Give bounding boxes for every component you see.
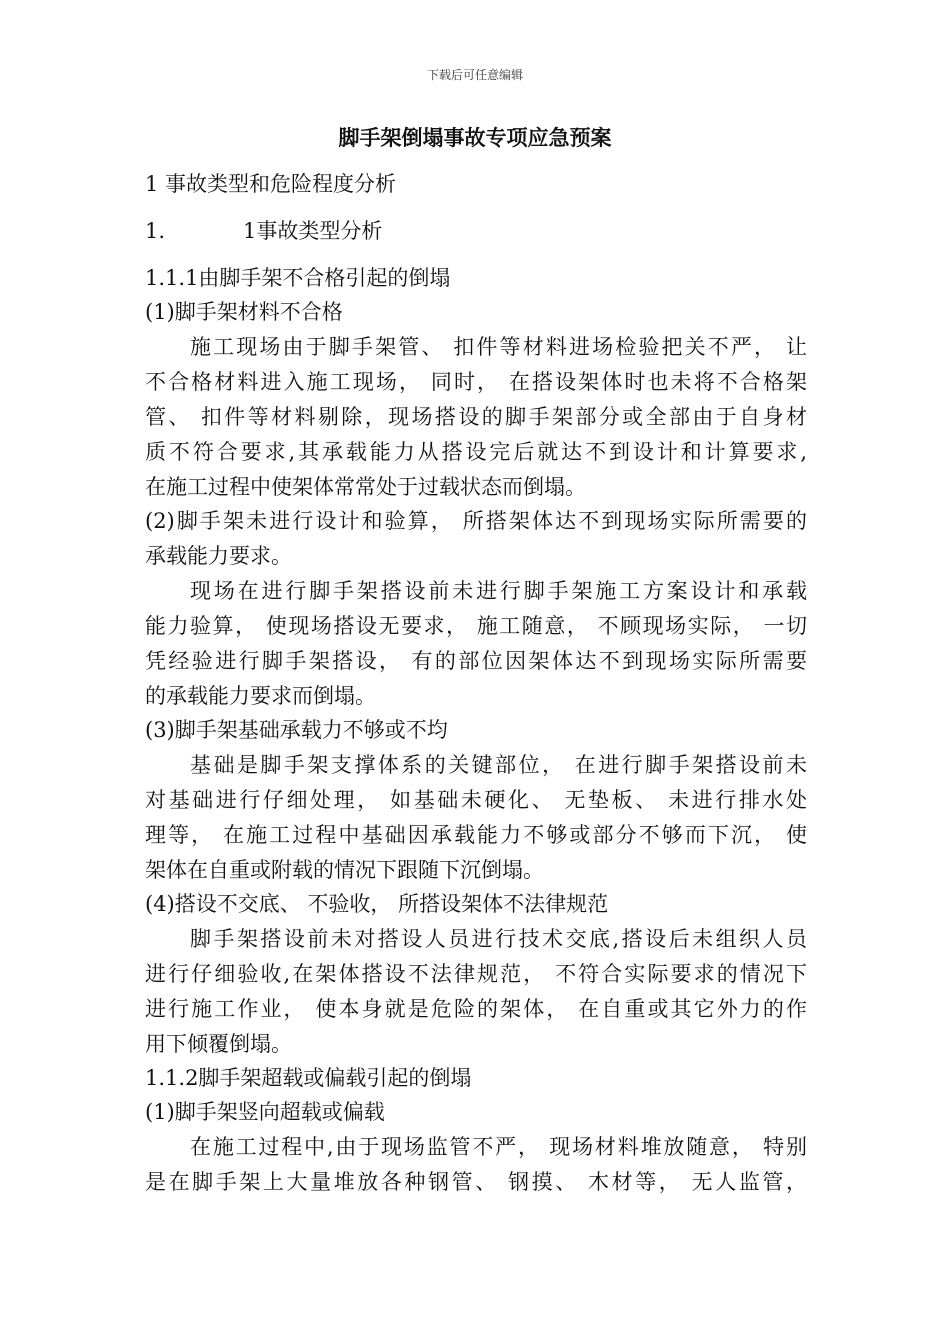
section-heading: 1 事故类型和危险程度分析 <box>145 172 397 196</box>
header-note: 下载后可任意编辑 <box>426 68 523 82</box>
paragraph-line: 凭经验进行脚手架搭设， 有的部位因架体达不到现场实际所需要 <box>145 649 807 673</box>
paragraph-line: 不合格材料进入施工现场， 同时， 在搭设架体时也未将不合格架 <box>145 370 807 394</box>
subsubsection-heading: 1.1.2脚手架超载或偏载引起的倒塌 <box>145 1066 472 1090</box>
paragraph-line: 在施工过程中,由于现场监管不严， 现场材料堆放随意， 特别 <box>190 1135 807 1159</box>
item-heading: 承载能力要求。 <box>145 544 292 568</box>
item-heading: (1)脚手架材料不合格 <box>145 300 343 324</box>
paragraph-line: 管、 扣件等材料剔除，现场搭设的脚手架部分或全部由于自身材 <box>145 405 807 429</box>
paragraph-line: 现场在进行脚手架搭设前未进行脚手架施工方案设计和承载 <box>190 579 807 603</box>
paragraph-line: 在施工过程中使架体常常处于过载状态而倒塌。 <box>145 475 586 499</box>
paragraph-line: 是在脚手架上大量堆放各种钢管、 钢摸、 木材等， 无人监管， <box>145 1170 807 1194</box>
subsection-number: 1. <box>145 219 166 243</box>
document-title: 脚手架倒塌事故专项应急预案 <box>338 126 612 150</box>
paragraph-line: 对基础进行仔细处理， 如基础未硬化、 无垫板、 未进行排水处 <box>145 788 807 812</box>
paragraph-line: 能力验算， 使现场搭设无要求， 施工随意， 不顾现场实际， 一切 <box>145 614 807 638</box>
item-heading: (2)脚手架未进行设计和验算， 所搭架体达不到现场实际所需要的 <box>145 509 807 533</box>
paragraph-line: 进行仔细验收,在架体搭设不法律规范， 不符合实际要求的情况下 <box>145 962 807 986</box>
paragraph-line: 施工现场由于脚手架管、 扣件等材料进场检验把关不严， 让 <box>190 335 807 359</box>
paragraph-line: 质不符合要求,其承载能力从搭设完后就达不到设计和计算要求, <box>145 440 807 464</box>
item-heading: (3)脚手架基础承载力不够或不均 <box>145 718 448 742</box>
subsection-heading <box>145 215 382 247</box>
paragraph-line: 基础是脚手架支撑体系的关键部位， 在进行脚手架搭设前未 <box>190 753 807 777</box>
subsubsection-heading: 1.1.1由脚手架不合格引起的倒塌 <box>145 266 451 290</box>
paragraph-line: 脚手架搭设前未对搭设人员进行技术交底,搭设后未组织人员 <box>190 927 807 951</box>
item-heading: (4)搭设不交底、 不验收， 所搭设架体不法律规范 <box>145 892 609 916</box>
paragraph-line: 架体在自重或附载的情况下跟随下沉倒塌。 <box>145 858 544 882</box>
subsection-title: 1事故类型分析 <box>243 219 383 243</box>
paragraph-line: 的承载能力要求而倒塌。 <box>145 684 376 708</box>
paragraph-line: 进行施工作业， 使本身就是危险的架体， 在自重或其它外力的作 <box>145 997 807 1021</box>
paragraph-line: 理等， 在施工过程中基础因承载能力不够或部分不够而下沉， 使 <box>145 823 807 847</box>
paragraph-line: 用下倾覆倒塌。 <box>145 1032 292 1056</box>
item-heading: (1)脚手架竖向超载或偏载 <box>145 1100 385 1124</box>
